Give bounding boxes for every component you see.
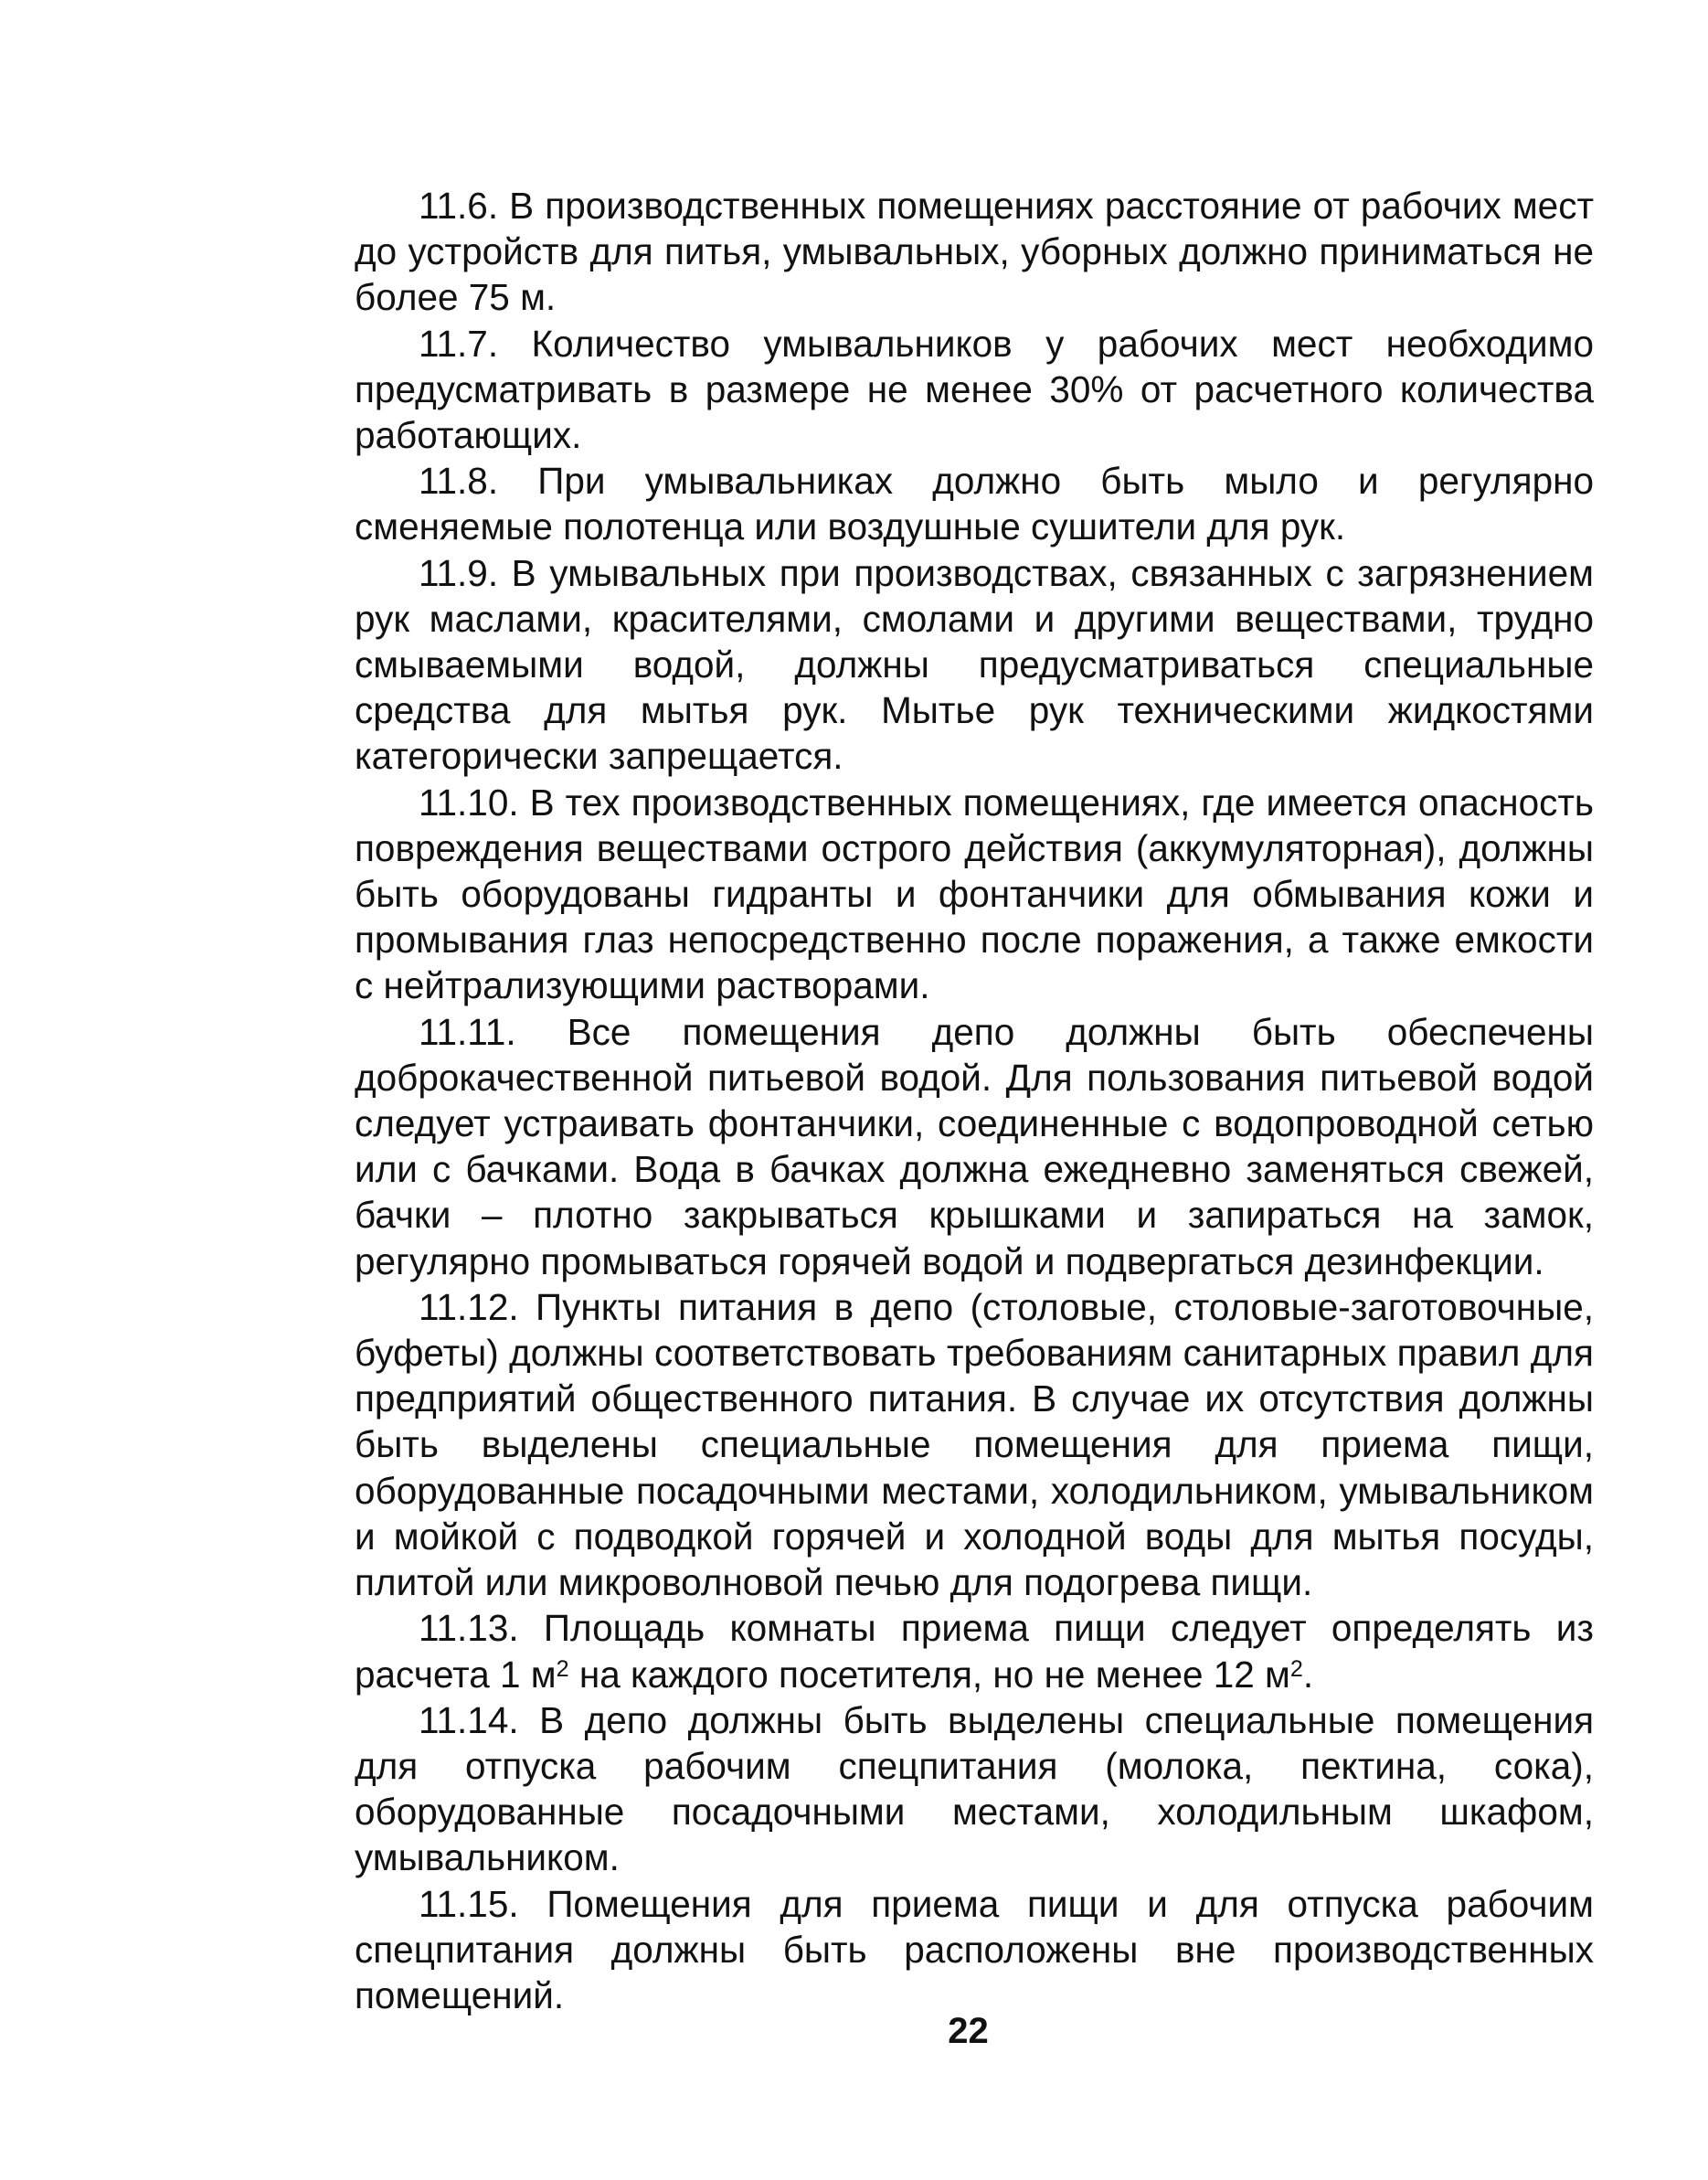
paragraph-11-6: 11.6. В производственных помещениях расстояние от рабочих мест до устройств для питья, умывальных, уборных должно приниматься не более 75 м. bbox=[355, 185, 1594, 319]
superscript-square-2: 2 bbox=[1289, 1656, 1303, 1683]
paragraph-11-11: 11.11. Все помещения депо должны быть обеспечены доброкачественной питьевой водой. Для пользования питьевой водой следует устраивать фонтанчики, соединенные с водопроводной сетью или с бачками. Вода в бачках должна ежедневно заменяться свежей, бачки – плотно закрываться крышками и запираться на замок, регулярно промываться горячей водой и подвергаться дезинфекции. bbox=[355, 1010, 1594, 1282]
paragraph-11-14: 11.14. В депо должны быть выделены специальные помещения для отпуска рабочим спецпитания (молока, пектина, сока), оборудованные посадочными местами, холодильным шкафом, умывальником. bbox=[355, 1698, 1594, 1879]
paragraph-11-7: 11.7. Количество умывальников у рабочих мест необходимо предусматривать в размере не менее 30% от расчетного количества работающих. bbox=[355, 322, 1594, 457]
paragraph-11-8: 11.8. При умывальниках должно быть мыло и регулярно сменяемые полотенца или воздушные сушители для рук. bbox=[355, 460, 1594, 548]
paragraph-11-13-part2: на каждого посетителя, но не менее 12 м bbox=[568, 1653, 1290, 1696]
document-body bbox=[355, 183, 1594, 2018]
paragraph-11-13-part1: 11.13. Площадь комнаты приема пищи следует определять из расчета 1 м bbox=[355, 1607, 1594, 1696]
paragraph-11-10: 11.10. В тех производственных помещениях, где имеется опасность повреждения веществами острого действия (аккумуляторная), должны быть оборудованы гидранты и фонтанчики для обмывания кожи и промывания глаз непосредственно после поражения, а также емкости с нейтрализующими растворами. bbox=[355, 781, 1594, 1007]
paragraph-11-9: 11.9. В умывальных при производствах, связанных с загрязнением рук маслами, красителями, смолами и другими веществами, трудно смываемыми водой, должны предусматриваться специальные средства для мытья рук. Мытье рук техническими жидкостями категорически запрещается. bbox=[355, 551, 1594, 778]
paragraph-11-12: 11.12. Пункты питания в депо (столовые, столовые-заготовочные, буфеты) должны соответствовать требованиям санитарных правил для предприятий общественного питания. В случае их отсутствия должны быть выделены специальные помещения для приема пищи, оборудованные посадочными местами, холодильником, умывальником и мойкой с подводкой горячей и холодной воды для мытья посуды, плитой или микроволновой печью для подогрева пищи. bbox=[355, 1285, 1594, 1604]
paragraph-11-13-part3: . bbox=[1302, 1653, 1314, 1696]
paragraph-11-13 bbox=[355, 1605, 1594, 1696]
page-number: 22 bbox=[948, 2011, 989, 2051]
paragraph-11-15: 11.15. Помещения для приема пищи и для отпуска рабочим спецпитания должны быть расположены вне производственных помещений. bbox=[355, 1882, 1594, 2016]
superscript-square-1: 2 bbox=[556, 1656, 569, 1683]
